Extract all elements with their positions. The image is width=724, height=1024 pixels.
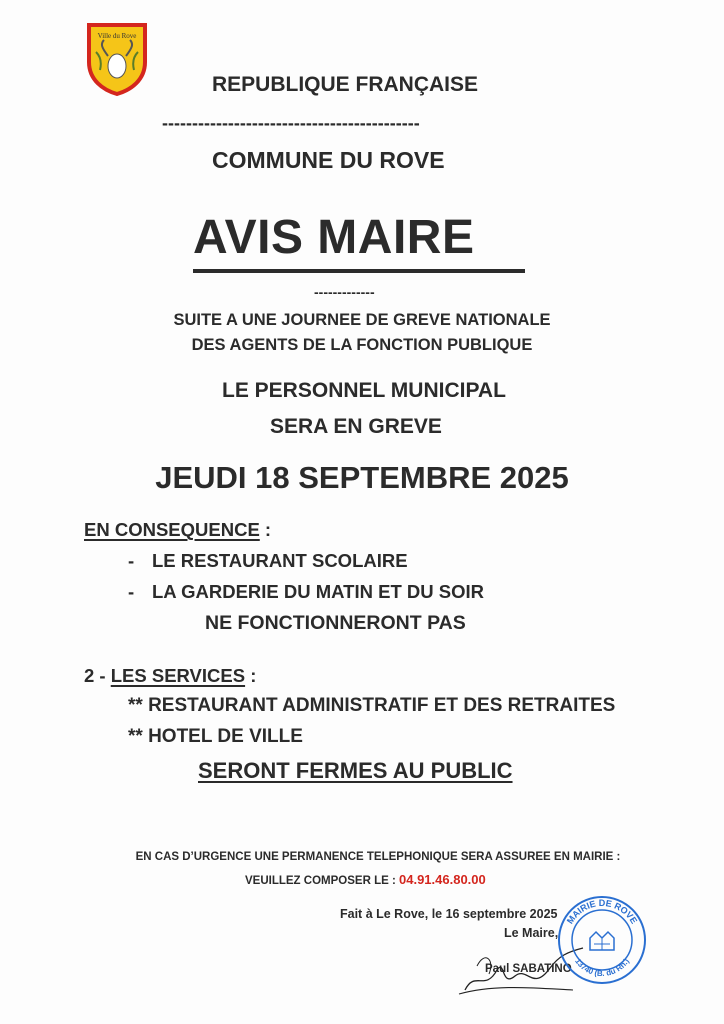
emergency-line-2 bbox=[245, 872, 486, 887]
consequence-item-text: LA GARDERIE DU MATIN ET DU SOIR bbox=[152, 581, 484, 602]
notice-title-underline bbox=[193, 269, 525, 273]
services-item bbox=[128, 695, 615, 717]
emergency-line-1: EN CAS D’URGENCE UNE PERMANENCE TELEPHONIQUE SERA ASSUREE EN MAIRIE : bbox=[135, 851, 621, 863]
list-dash: - bbox=[128, 550, 135, 571]
list-marker: ** bbox=[128, 695, 143, 716]
services-heading-text: LES SERVICES bbox=[110, 665, 246, 686]
services-item-text: HOTEL DE VILLE bbox=[148, 726, 303, 747]
staff-line-1: LE PERSONNEL MUNICIPAL bbox=[222, 379, 506, 402]
commune-title: COMMUNE DU ROVE bbox=[212, 147, 445, 173]
consequence-item bbox=[128, 550, 408, 572]
consequence-item-text: LE RESTAURANT SCOLAIRE bbox=[152, 550, 408, 571]
crest-text: Ville du Rove bbox=[97, 32, 137, 40]
consequence-heading-text: EN CONSEQUENCE bbox=[84, 519, 260, 540]
list-dash: - bbox=[128, 581, 135, 602]
republic-title: REPUBLIQUE FRANÇAISE bbox=[212, 73, 479, 96]
services-item-text: RESTAURANT ADMINISTRATIF ET DES RETRAITES bbox=[148, 695, 616, 716]
svg-text:13740 (B. du Rh.) bbox=[573, 957, 631, 979]
separator-line: ------------------------------------------- bbox=[162, 113, 420, 133]
intro-line-1: SUITE A UNE JOURNEE DE GREVE NATIONALE bbox=[173, 311, 551, 329]
seal-top-text: MAIRIE DE ROVE bbox=[564, 897, 640, 926]
mairie-seal-icon bbox=[556, 894, 648, 986]
services-heading-colon: : bbox=[245, 665, 257, 686]
intro-line-2: DES AGENTS DE LA FONCTION PUBLIQUE bbox=[191, 336, 533, 354]
list-marker: ** bbox=[128, 726, 143, 747]
consequence-result: NE FONCTIONNERONT PAS bbox=[205, 612, 466, 634]
notice-title: AVIS MAIRE bbox=[193, 211, 475, 264]
signoff-title: Le Maire, bbox=[504, 926, 559, 940]
commune-crest-icon bbox=[86, 22, 148, 96]
signoff-place-date: Fait à Le Rove, le 16 septembre 2025 bbox=[340, 907, 558, 921]
services-item bbox=[128, 726, 303, 748]
services-result: SERONT FERMES AU PUBLIC bbox=[198, 758, 513, 783]
separator-short: ------------- bbox=[314, 284, 375, 300]
emergency-prompt: VEUILLEZ COMPOSER LE : bbox=[245, 875, 396, 887]
seal-bottom-text: 13740 (B. du Rh.) bbox=[573, 956, 631, 979]
consequence-heading-colon: : bbox=[259, 519, 272, 540]
svg-text:MAIRIE DE ROVE bbox=[565, 898, 639, 926]
staff-line-2: SERA EN GREVE bbox=[270, 415, 442, 438]
consequence-item bbox=[128, 581, 484, 603]
consequence-heading bbox=[84, 519, 271, 541]
signoff-name: Paul SABATINO bbox=[485, 963, 572, 975]
services-heading bbox=[84, 665, 256, 687]
strike-date: JEUDI 18 SEPTEMBRE 2025 bbox=[155, 460, 569, 495]
emergency-phone: 04.91.46.80.00 bbox=[399, 872, 486, 887]
services-number: 2 - bbox=[84, 665, 111, 686]
